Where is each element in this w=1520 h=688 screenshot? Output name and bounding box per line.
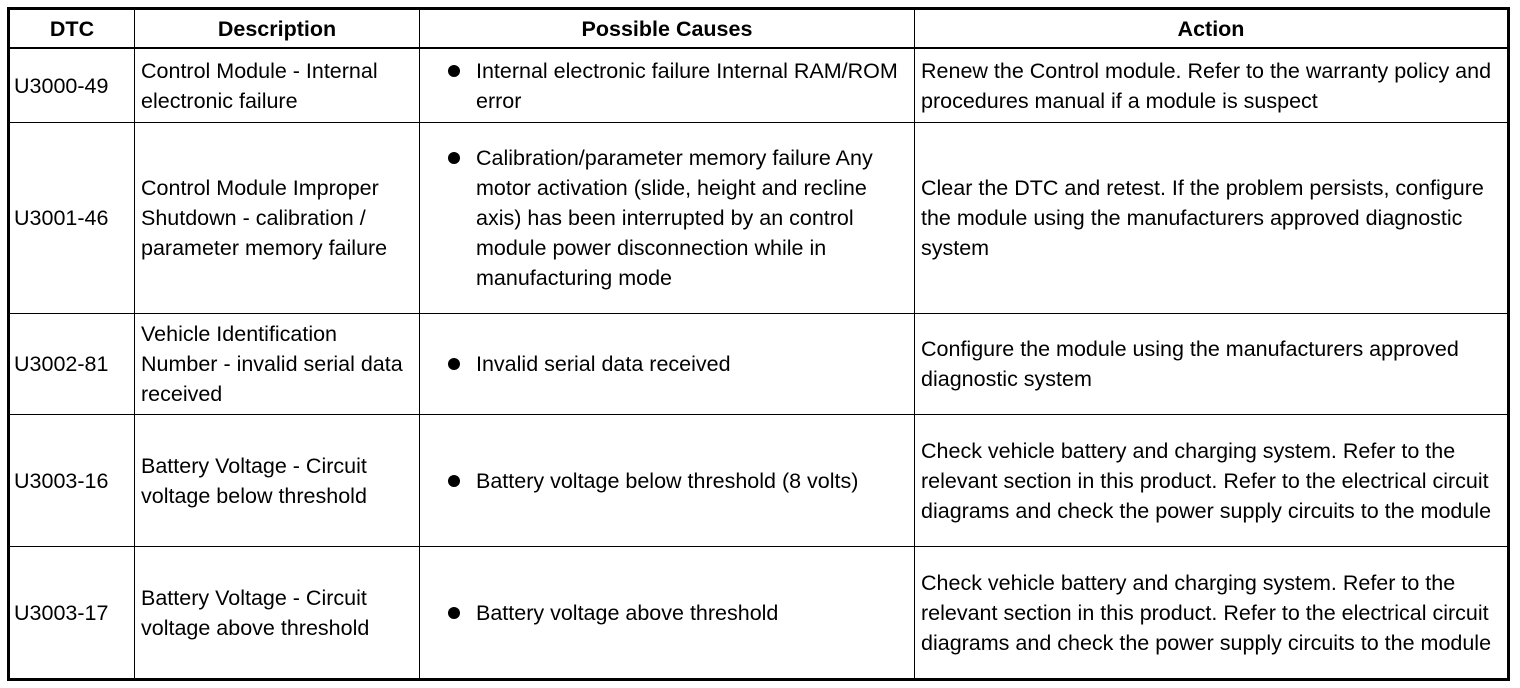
dtc-description: Control Module Improper Shutdown - calibration / parameter memory failure xyxy=(135,123,420,314)
bullet-icon xyxy=(448,65,460,77)
dtc-description: Vehicle Identification Number - invalid serial data received xyxy=(135,314,420,415)
possible-causes xyxy=(420,415,915,547)
dtc-action: Check vehicle battery and charging system. Refer to the relevant section in this product. Refer to the electrical circuit diagrams and check the power supply circuits to the module xyxy=(915,415,1509,547)
cause-item xyxy=(426,466,908,496)
cause-text: Internal electronic failure Internal RAM/ROM error xyxy=(476,58,898,113)
cause-text: Battery voltage below threshold (8 volts) xyxy=(476,468,859,493)
dtc-description: Battery Voltage - Circuit voltage above threshold xyxy=(135,547,420,680)
header-possible-causes: Possible Causes xyxy=(420,9,915,49)
dtc-action: Check vehicle battery and charging system. Refer to the relevant section in this product. Refer to the electrical circuit diagrams and check the power supply circuits to the module xyxy=(915,547,1509,680)
bullet-icon xyxy=(448,607,460,619)
dtc-code: U3002-81 xyxy=(9,314,135,415)
possible-causes xyxy=(420,48,915,123)
cause-text: Invalid serial data received xyxy=(476,352,731,376)
cause-item xyxy=(426,56,908,116)
header-action: Action xyxy=(915,9,1509,49)
dtc-action: Clear the DTC and retest. If the problem persists, configure the module using the manufacturers approved diagnostic system xyxy=(915,123,1509,314)
possible-causes xyxy=(420,314,915,415)
dtc-action: Renew the Control module. Refer to the warranty policy and procedures manual if a module is suspect xyxy=(915,48,1509,123)
dtc-code: U3000-49 xyxy=(9,48,135,123)
possible-causes xyxy=(420,123,915,314)
bullet-icon xyxy=(448,152,460,164)
bullet-icon xyxy=(448,358,460,370)
cause-item xyxy=(426,598,908,628)
cause-item xyxy=(426,143,908,293)
dtc-code: U3003-17 xyxy=(9,547,135,680)
header-dtc: DTC xyxy=(9,9,135,49)
bullet-icon xyxy=(448,475,460,487)
table-row xyxy=(9,415,1509,547)
table-row xyxy=(9,314,1509,415)
dtc-action: Configure the module using the manufacturers approved diagnostic system xyxy=(915,314,1509,415)
table-row xyxy=(9,48,1509,123)
dtc-table xyxy=(7,7,1510,681)
header-description: Description xyxy=(135,9,420,49)
table-row xyxy=(9,123,1509,314)
cause-item xyxy=(426,349,908,379)
dtc-code: U3001-46 xyxy=(9,123,135,314)
cause-text: Calibration/parameter memory failure Any motor activation (slide, height and recline axis) has been interrupted by an control module power disconnection while in manufacturing mode xyxy=(476,146,873,290)
dtc-description: Control Module - Internal electronic failure xyxy=(135,48,420,123)
possible-causes xyxy=(420,547,915,680)
header-row xyxy=(9,9,1509,49)
dtc-code: U3003-16 xyxy=(9,415,135,547)
dtc-description: Battery Voltage - Circuit voltage below threshold xyxy=(135,415,420,547)
table-row xyxy=(9,547,1509,680)
cause-text: Battery voltage above threshold xyxy=(476,600,779,625)
